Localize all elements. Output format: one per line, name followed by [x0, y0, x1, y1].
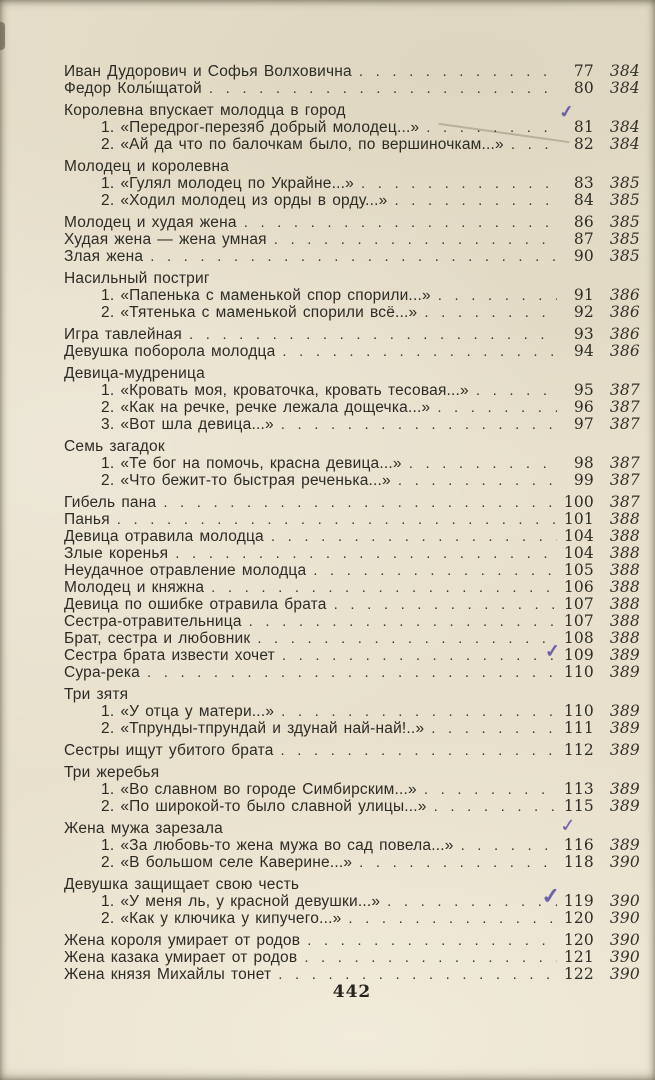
dot-leader — [282, 647, 557, 664]
toc-entry-page-number: 95 — [573, 381, 594, 399]
toc-entry-page-number-italic: 388 — [609, 595, 640, 613]
toc-entry-page-number: 97 — [573, 415, 594, 433]
dot-leader — [163, 494, 557, 511]
toc-entry-title: 1. «Передрог-перезяб добрый молодец...» — [101, 119, 420, 136]
toc-entry-title: Гибель пана — [64, 494, 157, 511]
toc-entry-page-number-italic: 385 — [609, 174, 640, 192]
toc-entry-title: Сестра брата извести хочет — [64, 647, 275, 664]
toc-entry-page-number-italic: 389 — [609, 702, 640, 720]
dot-leader — [281, 742, 557, 759]
dot-leader — [271, 528, 557, 545]
toc-entry-page-number: 111 — [563, 719, 594, 737]
toc-entry-page-number: 81 ✓ — [557, 100, 594, 136]
toc-entry — [64, 720, 640, 737]
toc-group — [64, 102, 640, 153]
toc-entry-title: 2. «Как на речке, речке лежала дощечка...» — [101, 399, 431, 416]
toc-entry-page-number: 82 — [573, 135, 594, 153]
ink-checkmark: ✓ — [544, 640, 562, 663]
toc-group — [64, 326, 640, 360]
scan-edge-artifact — [0, 22, 5, 50]
toc-entry-title: Панья — [64, 511, 110, 528]
toc-entry-page-number: 99 — [573, 471, 594, 489]
toc-entry-title: Девушка поборола молодца — [64, 343, 276, 360]
toc-entry-title: 1. «Те бог на помочь, красна девица...» — [101, 455, 402, 472]
toc-entry-title: Молодец и княжна — [64, 579, 205, 596]
dot-leader — [274, 231, 557, 248]
toc-entry-page-number: 121 — [563, 948, 594, 966]
toc-entry — [64, 472, 640, 489]
toc-group — [64, 876, 640, 927]
toc-entry-title: 2. «Ходил молодец из орды в орду...» — [101, 192, 388, 209]
toc-group — [64, 63, 640, 97]
toc-entry — [64, 416, 640, 433]
toc-entry — [64, 455, 640, 472]
toc-entry-page-number: 115 — [563, 797, 594, 815]
toc-group — [64, 214, 640, 265]
toc-entry-title: Жена короля умирает от родов — [64, 932, 301, 949]
toc-entry-title: Иван Дудорович и Софья Волховична — [64, 63, 352, 80]
toc-entry-title: Худая жена — жена умная — [64, 231, 267, 248]
dot-leader — [147, 664, 557, 681]
toc-entry-title: 2. «Тятенька с маменькой спорили всё...» — [101, 304, 418, 321]
dot-leader — [426, 119, 557, 136]
toc-entry-title: 1. «Кровать моя, кроваточка, кровать тесовая...» — [101, 382, 469, 399]
dot-leader — [281, 416, 557, 433]
toc-entry-page-number-italic: 388 — [609, 527, 640, 545]
toc-entry-page-number-italic: 389 — [609, 719, 640, 737]
toc-entry-page-number: 120 — [563, 931, 594, 949]
toc-entry-title: Брат, сестра и любовник — [64, 630, 251, 647]
toc-entry-page-number-italic: 388 — [609, 510, 640, 528]
toc-section-heading — [64, 365, 640, 382]
toc-entry-page-number-italic: 386 — [609, 303, 640, 321]
ink-checkmark: ✓ — [557, 100, 577, 123]
toc-entry-title: Жена князя Михайлы тонет — [64, 966, 272, 983]
toc-entry-page-number-italic: 387 — [609, 381, 640, 399]
toc-entry-page-number-italic: 384 — [609, 62, 640, 80]
toc-entry-page-number-italic: 387 — [609, 471, 640, 489]
toc-entry-page-number-italic: 387 — [609, 398, 640, 416]
toc-group — [64, 814, 640, 871]
toc-entry-page-number: 104 — [563, 544, 594, 562]
dot-leader — [461, 837, 557, 854]
toc-entry-page-number: 80 — [573, 79, 594, 97]
toc-entry-title: Королевна впускает молодца в город — [64, 102, 346, 119]
toc-section-heading — [64, 876, 640, 893]
toc-entry-page-number-italic: 386 — [609, 325, 640, 343]
toc-entry-page-number-italic: 389 — [609, 663, 640, 681]
toc-entry — [64, 494, 640, 511]
toc-entry-page-number: 101 — [563, 510, 594, 528]
toc-entry — [64, 545, 640, 562]
toc-entry-title: Девица по ошибке отравила брата — [64, 596, 327, 613]
toc-entry-page-number: 106 — [563, 578, 594, 596]
toc-entry-page-number: 120 — [563, 909, 594, 927]
toc-entry-page-number-italic: 390 — [609, 853, 640, 871]
dot-leader — [398, 472, 557, 489]
toc-entry-page-number-italic: 384 — [609, 118, 640, 136]
toc-entry — [64, 63, 640, 80]
toc-entry — [64, 214, 640, 231]
toc-group — [64, 764, 640, 815]
toc-entry-page-number: 86 — [573, 213, 594, 231]
toc-entry — [64, 664, 640, 681]
toc-entry-title: Злые коренья — [64, 545, 169, 562]
dot-leader — [244, 214, 557, 231]
toc-entry-page-number-italic: 387 — [609, 415, 640, 433]
toc-entry-page-number: 90 — [573, 247, 594, 265]
toc-entry — [64, 579, 640, 596]
toc-entry-title: Игра тавлейная — [64, 326, 182, 343]
toc-entry-page-number-italic: 388 — [609, 612, 640, 630]
toc-entry-page-number-italic: 388 — [609, 629, 640, 647]
dot-leader — [348, 910, 557, 927]
toc-entry — [64, 304, 640, 321]
toc-group — [64, 158, 640, 209]
dot-leader — [437, 399, 557, 416]
toc-entry-title: 2. «Тпрунды-тпрундай и здунай най-най!..» — [101, 720, 425, 737]
toc-entry-title: 1. «У отца у матери...» — [101, 703, 275, 720]
toc-entry-page-number: 93 — [573, 325, 594, 343]
toc-entry-title: Сестра-отравительница — [64, 613, 242, 630]
toc-entry-page-number: 108 — [563, 629, 594, 647]
toc-entry — [64, 175, 640, 192]
toc-entry — [64, 854, 640, 871]
dot-leader — [409, 455, 557, 472]
toc-entry — [64, 837, 640, 854]
dot-leader — [434, 798, 557, 815]
dot-leader — [334, 596, 557, 613]
toc-entry-title: 1. «За любовь-то жена мужа во сад повела...» — [101, 837, 454, 854]
toc-entry — [64, 562, 640, 579]
page-number-footer: 442 — [332, 982, 372, 1002]
toc-entry — [64, 932, 640, 949]
toc-entry — [64, 781, 640, 798]
toc-entry — [64, 703, 640, 720]
toc-entry — [64, 949, 640, 966]
toc-entry-page-number: 110 — [563, 702, 594, 720]
toc-entry — [64, 910, 640, 927]
dot-leader — [476, 382, 557, 399]
toc-entry-page-number-italic: 390 — [609, 965, 640, 983]
toc-entry-page-number-italic: 385 — [609, 213, 640, 231]
toc-entry-title: Федор Колы́щатой — [64, 80, 202, 97]
toc-entry-page-number: 98 — [573, 454, 594, 472]
toc-entry-title: 1. «У меня ль, у красной девушки...» — [101, 893, 381, 910]
toc-entry-page-number: 110 — [563, 663, 594, 681]
toc-entry-title: Жена казака умирает от родов — [64, 949, 298, 966]
toc-entry-page-number: 96 — [573, 398, 594, 416]
toc-entry-title: 2. «В большом селе Каверине...» — [101, 854, 353, 871]
toc-entry-page-number-italic: 390 — [609, 909, 640, 927]
dot-leader — [281, 703, 557, 720]
toc-entry-page-number: 113 — [563, 780, 594, 798]
dot-leader — [431, 720, 557, 737]
toc-entry-page-number-italic: 389 — [609, 741, 640, 759]
toc-entry-page-number: 83 — [573, 174, 594, 192]
toc-entry-page-number: 91 — [573, 286, 594, 304]
toc-entry-page-number: 122 — [563, 965, 594, 983]
toc-entry-page-number-italic: 389 — [609, 780, 640, 798]
dot-leader — [150, 248, 557, 265]
toc-entry-page-number: 77 — [573, 62, 594, 80]
toc-section-heading — [64, 764, 640, 781]
dot-leader — [359, 63, 557, 80]
toc-entry-page-number-italic: 387 — [609, 493, 640, 511]
toc-entry-page-number-italic: 388 — [609, 561, 640, 579]
toc-entry-title: 2. «Как у ключика у кипучего...» — [101, 910, 342, 927]
dot-leader — [175, 545, 557, 562]
dot-leader — [209, 80, 557, 97]
toc-entry — [64, 640, 640, 664]
toc-section-heading — [64, 686, 640, 703]
toc-entry — [64, 966, 640, 983]
toc-entry-title: Сестры ищут убитого брата — [64, 742, 274, 759]
toc-entry-page-number-italic: 389 — [609, 646, 640, 664]
toc-entry-page-number-italic: 385 — [609, 247, 640, 265]
toc-entry-page-number-italic: 387 — [609, 454, 640, 472]
ink-checkmark: ✓ — [539, 882, 562, 909]
dot-leader — [278, 966, 557, 983]
toc-entry — [64, 80, 640, 97]
toc-entry-page-number: 107 — [563, 612, 594, 630]
toc-entry-page-number-italic: 390 — [609, 931, 640, 949]
table-of-contents — [64, 63, 640, 983]
toc-entry-title: Сура-река — [64, 664, 140, 681]
toc-entry-page-number-italic: 390 — [609, 892, 640, 910]
toc-entry-title: 2. «По широкой-то было славной улицы...» — [101, 798, 427, 815]
toc-entry-title: Неудачное отравление молодца — [64, 562, 307, 579]
toc-entry-title: Девица отравила молодца — [64, 528, 264, 545]
toc-group — [64, 438, 640, 489]
toc-entry-title: 2. «Ай да что по балочкам было, по вершиночкам...» — [101, 136, 504, 153]
toc-entry — [64, 231, 640, 248]
toc-entry-title: 3. «Вот шла девица...» — [101, 416, 274, 433]
toc-entry — [64, 742, 640, 759]
dot-leader — [387, 893, 557, 910]
toc-group — [64, 270, 640, 321]
toc-entry-title: Три жеребья — [64, 764, 160, 781]
toc-entry-page-number: 118 — [563, 853, 594, 871]
toc-entry — [64, 343, 640, 360]
dot-leader — [313, 562, 557, 579]
toc-entry-title: Жена мужа зарезала — [64, 820, 223, 837]
dot-leader — [359, 854, 557, 871]
dot-leader — [438, 287, 557, 304]
toc-entry-title: Молодец и королевна — [64, 158, 230, 175]
toc-entry-page-number-italic: 384 — [609, 135, 640, 153]
toc-entry — [64, 136, 640, 153]
toc-entry-page-number-italic: 389 — [609, 797, 640, 815]
toc-entry-page-number-italic: 385 — [609, 230, 640, 248]
toc-entry-page-number-italic: 389 — [609, 836, 640, 854]
toc-entry-page-number: 84 — [573, 191, 594, 209]
toc-entry-title: Три зятя — [64, 686, 129, 703]
toc-entry — [64, 192, 640, 209]
toc-group — [64, 932, 640, 983]
toc-entry-page-number-italic: 390 — [609, 948, 640, 966]
toc-entry-page-number-italic: 386 — [609, 342, 640, 360]
dot-leader — [511, 136, 557, 153]
toc-entry — [64, 382, 640, 399]
toc-group — [64, 365, 640, 433]
dot-leader — [424, 304, 557, 321]
dot-leader — [361, 175, 557, 192]
toc-entry — [64, 326, 640, 343]
toc-entry-page-number-italic: 385 — [609, 191, 640, 209]
toc-entry-title: Девушка защищает свою честь — [64, 876, 300, 893]
toc-entry — [64, 528, 640, 545]
toc-entry — [64, 399, 640, 416]
dot-leader — [282, 343, 557, 360]
toc-entry-page-number: 107 — [563, 595, 594, 613]
toc-entry-page-number-italic: 388 — [609, 578, 640, 596]
toc-entry-page-number-italic: 386 — [609, 286, 640, 304]
toc-entry-title: 1. «Папенька с маменькой спор спорили...» — [101, 287, 431, 304]
toc-entry-page-number: 92 — [573, 303, 594, 321]
toc-entry-title: Девица-мудреница — [64, 365, 205, 382]
dot-leader — [307, 932, 557, 949]
toc-entry-page-number: 104 — [563, 527, 594, 545]
toc-entry — [64, 248, 640, 265]
toc-entry-page-number: 94 — [573, 342, 594, 360]
ink-checkmark: ✓ — [558, 814, 578, 837]
toc-entry-page-number: 119 ✓ — [539, 882, 594, 910]
toc-entry — [64, 613, 640, 630]
toc-entry-title: Семь загадок — [64, 438, 165, 455]
dot-leader — [395, 192, 558, 209]
toc-entry — [64, 287, 640, 304]
dot-leader — [189, 326, 557, 343]
toc-entry-title: 1. «Гулял молодец по Украйне...» — [101, 175, 354, 192]
toc-group — [64, 686, 640, 737]
toc-section-heading — [64, 158, 640, 175]
toc-entry-title: Насильный постриг — [64, 270, 210, 287]
toc-entry-page-number: 105 — [563, 561, 594, 579]
toc-entry — [64, 511, 640, 528]
toc-entry — [64, 596, 640, 613]
toc-section-heading — [64, 438, 640, 455]
toc-entry-page-number-italic: 384 — [609, 79, 640, 97]
toc-entry-title: Злая жена — [64, 248, 144, 265]
toc-group — [64, 742, 640, 759]
dot-leader — [424, 781, 557, 798]
dot-leader — [249, 613, 557, 630]
toc-entry — [64, 630, 640, 647]
toc-entry-title: Молодец и худая жена — [64, 214, 237, 231]
toc-entry-page-number: 100 — [563, 493, 594, 511]
dot-leader — [211, 579, 557, 596]
toc-entry-page-number: 87 — [573, 230, 594, 248]
dot-leader — [257, 630, 557, 647]
dot-leader — [117, 511, 557, 528]
toc-entry-title: 1. «Во славном во городе Симбирским...» — [101, 781, 417, 798]
toc-entry — [64, 798, 640, 815]
toc-group — [64, 494, 640, 681]
toc-section-heading — [64, 270, 640, 287]
toc-entry-page-number-italic: 388 — [609, 544, 640, 562]
toc-entry-page-number: 116 — [563, 836, 594, 854]
toc-section-heading — [64, 814, 640, 837]
toc-entry-page-number: 112 — [563, 741, 594, 759]
toc-entry-page-number: 109 ✓ — [544, 640, 594, 664]
dot-leader — [304, 949, 557, 966]
toc-entry-title: 2. «Что бежит-то быстрая реченька...» — [101, 472, 391, 489]
